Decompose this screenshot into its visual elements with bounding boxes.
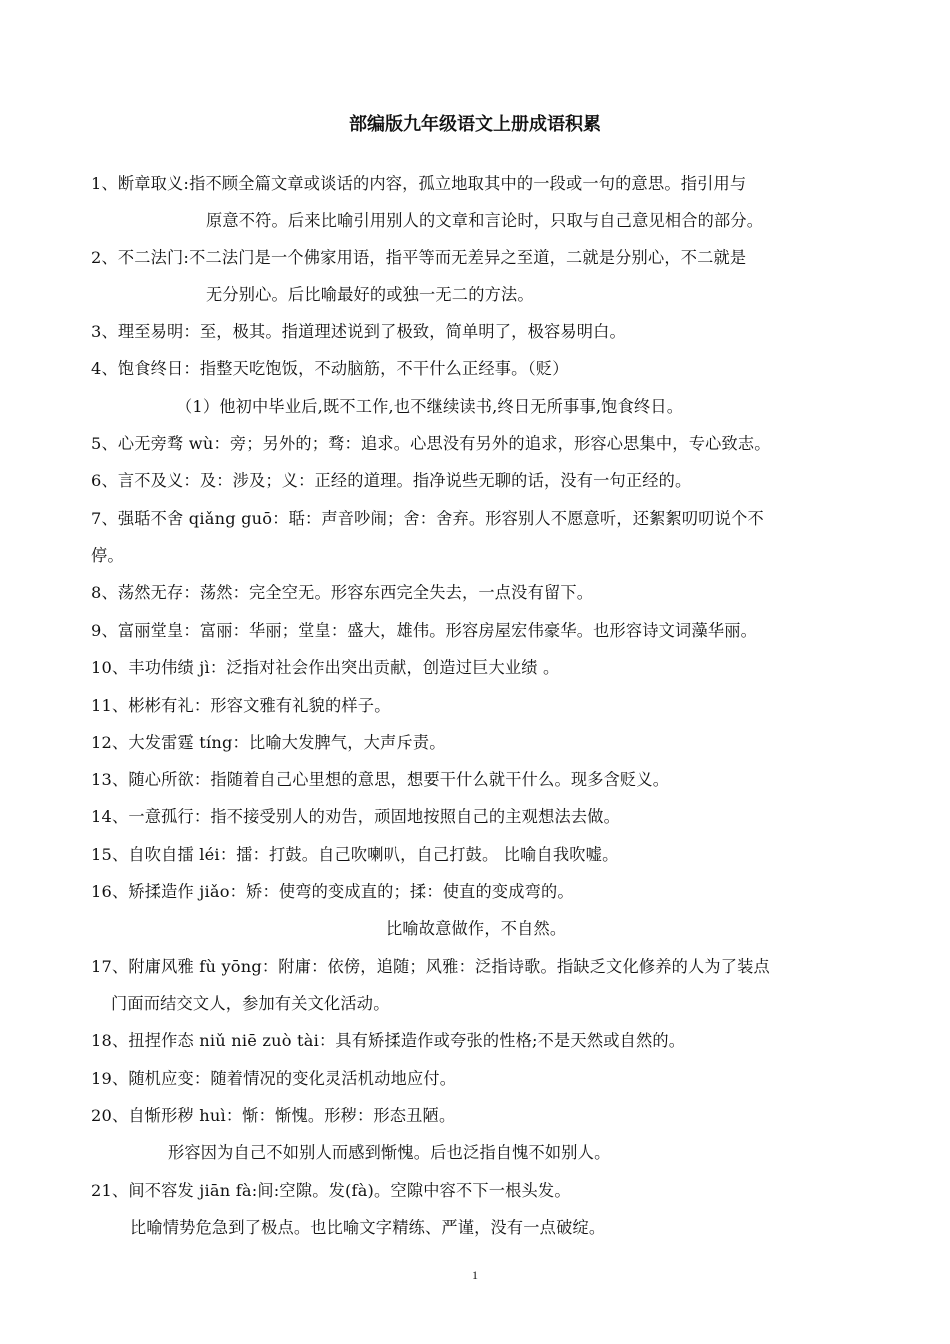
entry-18: 18、扭捏作态 niǔ niē zuò tài：具有矫揉造作或夸张的性格;不是天然或自然的。 (91, 1031, 686, 1050)
entry-13: 13、随心所欲：指随着自己心里想的意思，想要干什么就干什么。现多含贬义。 (91, 770, 670, 789)
entry-14: 14、一意孤行：指不接受别人的劝告，顽固地按照自己的主观想法去做。 (91, 807, 621, 826)
page-number: 1 (472, 1268, 478, 1282)
entry-2-line-1: 2、不二法门:不二法门是一个佛家用语，指平等而无差异之至道，二就是分别心，不二就是 (91, 248, 747, 267)
entry-7-line-2: 停。 (91, 546, 124, 565)
entry-12: 12、大发雷霆 tíng：比喻大发脾气，大声斥责。 (91, 733, 446, 752)
entry-17-line-2: 门面而结交文人，参加有关文化活动。 (111, 994, 390, 1013)
entry-9: 9、富丽堂皇：富丽：华丽；堂皇：盛大，雄伟。形容房屋宏伟豪华。也形容诗文词藻华丽。 (91, 621, 757, 640)
entry-20-line-1: 20、自惭形秽 huì：惭：惭愧。形秽：形态丑陋。 (91, 1106, 456, 1125)
entry-3: 3、理至易明：至，极其。指道理述说到了极致，简单明了，极容易明白。 (91, 322, 626, 341)
entry-20-line-2: 形容因为自己不如别人而感到惭愧。后也泛指自愧不如别人。 (168, 1143, 611, 1162)
entry-10: 10、丰功伟绩 jì：泛指对社会作出突出贡献，创造过巨大业绩 。 (91, 658, 560, 677)
entry-4: 4、饱食终日：指整天吃饱饭，不动脑筋，不干什么正经事。（贬） (91, 359, 569, 378)
entry-6: 6、言不及义：及：涉及；义：正经的道理。指净说些无聊的话，没有一句正经的。 (91, 471, 692, 490)
entry-21-line-1: 21、间不容发 jiān fà:间:空隙。发(fà)。空隙中容不下一根头发。 (91, 1181, 571, 1200)
entry-5: 5、心无旁骛 wù：旁；另外的；骛：追求。心思没有另外的追求，形容心思集中，专心致志。 (91, 434, 771, 453)
entry-21-line-2: 比喻情势危急到了极点。也比喻文字精练、严谨，没有一点破绽。 (130, 1218, 606, 1237)
entry-19: 19、随机应变：随着情况的变化灵活机动地应付。 (91, 1069, 457, 1088)
entry-7-line-1: 7、强聒不舍 qiǎng guō：聒：声音吵闹；舍：舍弃。形容别人不愿意听，还絮絮叨叨说个不 (91, 509, 764, 528)
entry-16-line-2: 比喻故意做作，不自然。 (386, 919, 567, 938)
entry-8: 8、荡然无存：荡然：完全空无。形容东西完全失去，一点没有留下。 (91, 583, 594, 602)
document-title: 部编版九年级语文上册成语积累 (349, 114, 601, 135)
entry-15: 15、自吹自擂 léi：擂：打鼓。自己吹喇叭，自己打鼓。 比喻自我吹嘘。 (91, 845, 619, 864)
entry-4-example: （1）他初中毕业后,既不工作,也不继续读书,终日无所事事,饱食终日。 (176, 397, 684, 416)
entry-1-line-2: 原意不符。后来比喻引用别人的文章和言论时，只取与自己意见相合的部分。 (206, 211, 764, 230)
entry-2-line-2: 无分别心。后比喻最好的或独一无二的方法。 (206, 285, 534, 304)
entry-1-line-1: 1、断章取义:指不顾全篇文章或谈话的内容，孤立地取其中的一段或一句的意思。指引用与 (91, 174, 747, 193)
entry-11: 11、彬彬有礼：形容文雅有礼貌的样子。 (91, 696, 391, 715)
entry-17-line-1: 17、附庸风雅 fù yōng：附庸：依傍，追随；风雅：泛指诗歌。指缺乏文化修养的人为了装点 (91, 957, 770, 976)
entry-16-line-1: 16、矫揉造作 jiǎo：矫：使弯的变成直的；揉：使直的变成弯的。 (91, 882, 574, 901)
